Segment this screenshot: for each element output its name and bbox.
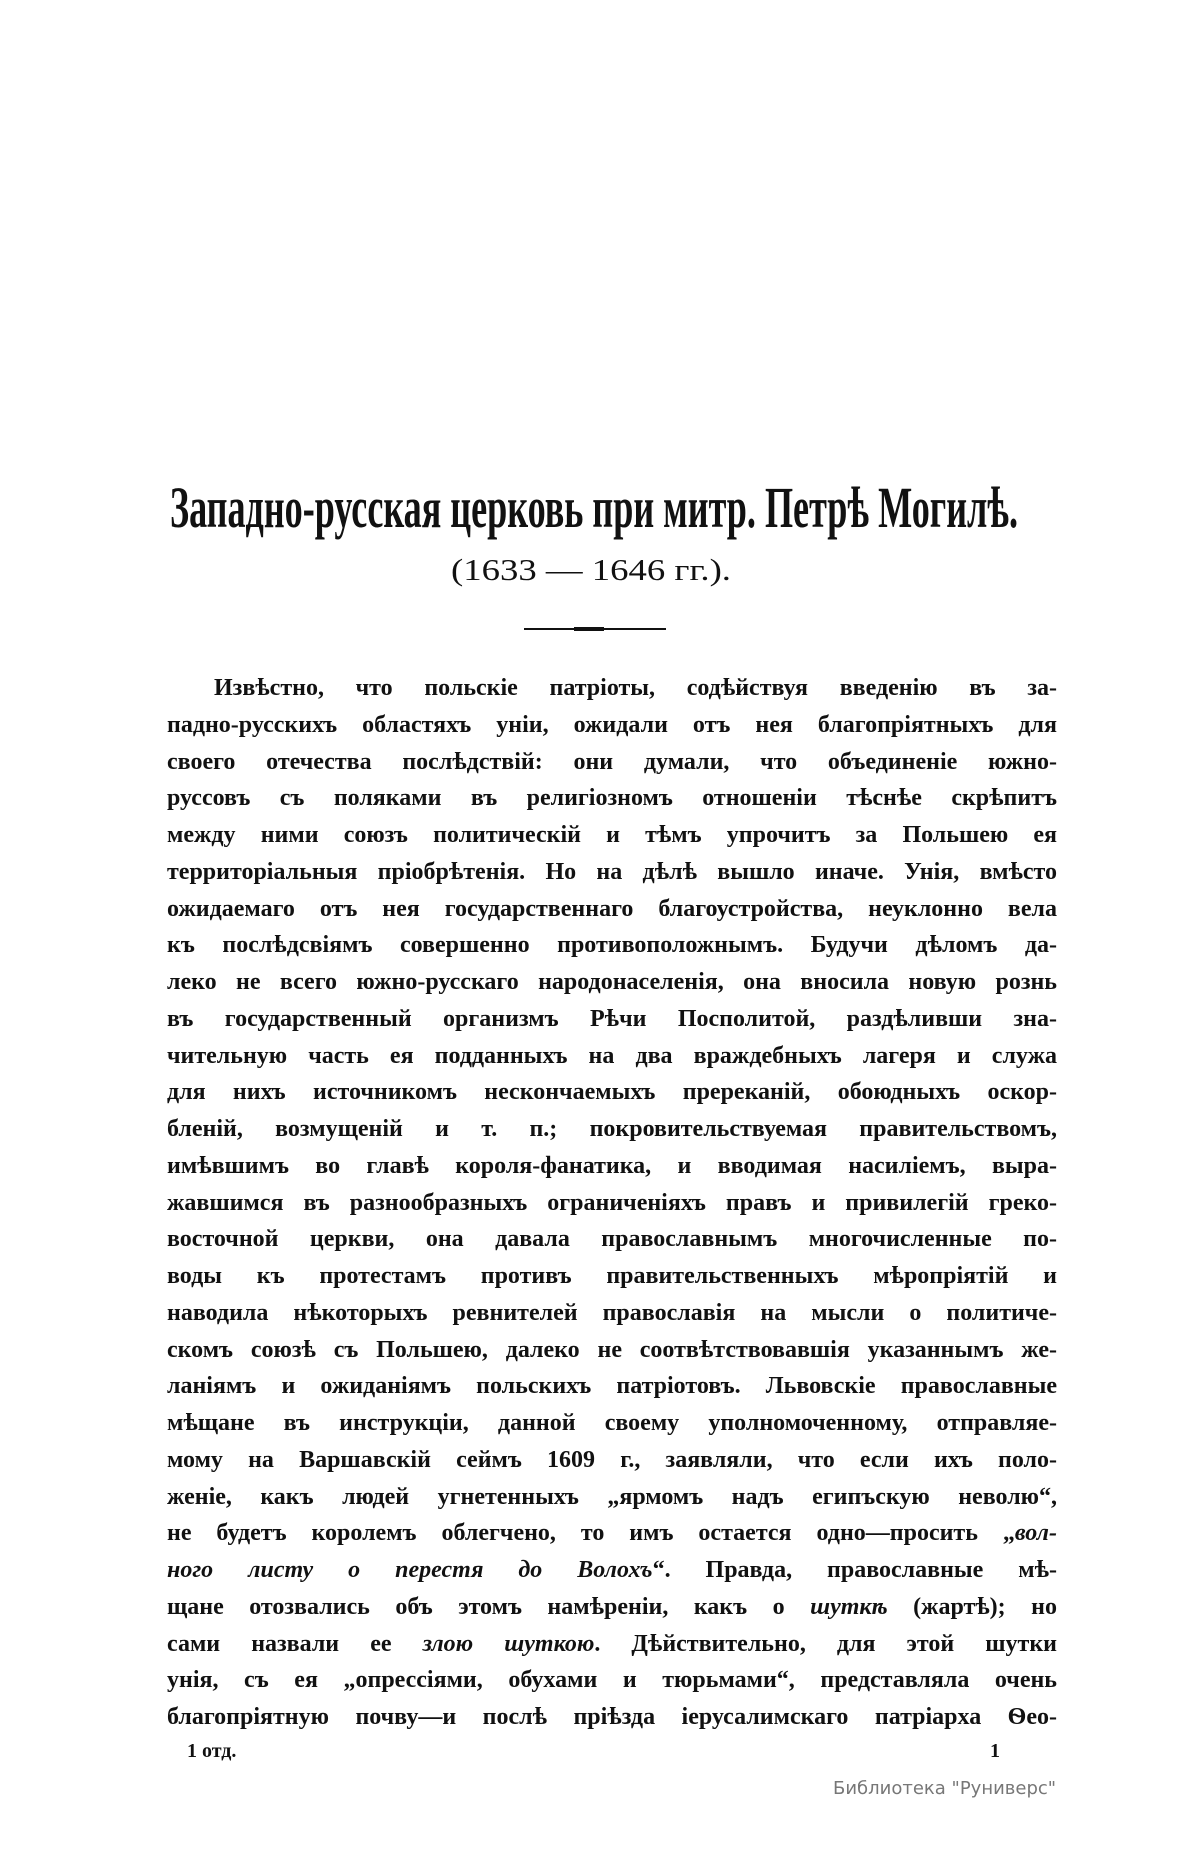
text-line: [167, 1258, 1057, 1295]
text-segment: леко не всего южно-русскаго народонаселенія, она вносила новую рознь: [167, 969, 1057, 995]
text-line: [167, 1185, 1057, 1222]
text-segment: имѣвшимъ во главѣ короля-фанатика, и вводимая насиліемъ, выра-: [167, 1152, 1057, 1179]
text-segment: между ними союзъ политическій и тѣмъ упрочитъ за Польшею ея: [167, 822, 1057, 848]
text-segment: скомъ союзѣ съ Польшею, далеко не соотвѣтствовавшія указаннымъ же-: [167, 1336, 1057, 1363]
text-segment: не будетъ королемъ облегчено, то имъ остается одно—просить „: [167, 1520, 1015, 1547]
text-segment: своего отечества послѣдствій: они думали, что объединеніе южно-: [167, 748, 1057, 775]
text-line: [167, 1111, 1057, 1148]
text-segment: благопріятную почву—и послѣ пріѣзда іерусалимскаго патріарха Ѳео-: [167, 1704, 1057, 1730]
text-segment: воды къ протестамъ противъ правительственныхъ мѣропріятій и: [167, 1263, 1057, 1289]
text-segment: падно-русскихъ областяхъ уніи, ожидали отъ нея благопріятныхъ для: [167, 711, 1057, 738]
text-line: [167, 744, 1057, 781]
date-range-subtitle: (1633 — 1646 гг.).: [451, 552, 731, 587]
page-title: Западно-русская церковь при митр. Петрѣ Могилѣ.: [170, 475, 1018, 540]
text-segment: ланіямъ и ожиданіямъ польскихъ патріотовъ. Львовскіе православные: [167, 1373, 1057, 1400]
text-segment: Извѣстно, что польскіе патріоты, содѣйствуя введенію въ за-: [214, 675, 1057, 701]
text-line: [167, 1148, 1057, 1185]
text-segment: ожидаемаго отъ нея государственнаго благоустройства, неуклонно вела: [167, 895, 1057, 922]
italic-text: злою шуткою: [422, 1630, 595, 1657]
text-line: [167, 1442, 1057, 1479]
signature-mark: 1 отд.: [187, 1740, 237, 1762]
text-line: [167, 1295, 1057, 1332]
text-segment: (жартѣ); но: [887, 1593, 1057, 1620]
italic-text: вол-: [1014, 1520, 1057, 1547]
page-number: 1: [990, 1740, 1000, 1762]
body-text: [167, 670, 1057, 1736]
text-line: [167, 817, 1057, 854]
italic-text: ного листу о перестя до Волохъ: [167, 1557, 653, 1583]
text-line: [167, 1038, 1057, 1075]
text-line: [167, 1515, 1057, 1552]
text-line: [167, 891, 1057, 928]
text-segment: въ государственный организмъ Рѣчи Посполитой, раздѣливши зна-: [167, 1005, 1057, 1032]
text-segment: унія, съ ея „опрессіями, обухами и тюрьмами“, представляла очень: [167, 1667, 1057, 1694]
text-line: [167, 1479, 1057, 1516]
text-segment: “. Правда, православные мѣ-: [652, 1557, 1058, 1583]
text-segment: жавшимся въ разнообразныхъ ограниченіяхъ правъ и привилегій греко-: [167, 1189, 1057, 1216]
text-segment: чительную часть ея подданныхъ на два враждебныхъ лагеря и служа: [167, 1042, 1057, 1069]
divider-ornament: [574, 627, 604, 631]
text-segment: сами назвали ее: [167, 1630, 423, 1657]
text-line: [167, 1221, 1057, 1258]
text-segment: восточной церкви, она давала православнымъ многочисленные по-: [167, 1226, 1057, 1253]
text-segment: къ послѣдсвіямъ совершенно противоположнымъ. Будучи дѣломъ да-: [167, 932, 1057, 959]
text-line: [167, 1368, 1057, 1405]
text-line: [167, 854, 1057, 891]
text-line: [167, 1662, 1057, 1699]
text-line: [167, 1589, 1057, 1626]
text-line: [167, 707, 1057, 744]
text-segment: щане отозвались объ этомъ намѣреніи, какъ о: [167, 1593, 811, 1620]
text-line: [167, 1552, 1057, 1589]
text-segment: руссовъ съ поляками въ религіозномъ отношеніи тѣснѣе скрѣпитъ: [167, 785, 1057, 812]
text-line: [167, 1626, 1057, 1663]
text-line: [167, 1001, 1057, 1038]
text-segment: для нихъ источникомъ нескончаемыхъ пререканій, обоюдныхъ оскор-: [167, 1079, 1057, 1106]
text-segment: . Дѣйствительно, для этой шутки: [594, 1630, 1057, 1657]
text-line: [167, 780, 1057, 817]
section-divider: [524, 628, 666, 630]
library-watermark: Библиотека "Руниверс": [833, 1778, 1057, 1799]
text-segment: территоріальныя пріобрѣтенія. Но на дѣлѣ вышло иначе. Унія, вмѣсто: [167, 858, 1057, 885]
text-segment: женіе, какъ людей угнетенныхъ „ярмомъ надъ египъскую неволю“,: [167, 1483, 1057, 1510]
italic-text: шуткѣ: [810, 1593, 888, 1620]
text-segment: мому на Варшавскій сеймъ 1609 г., заявляли, что если ихъ поло-: [167, 1446, 1057, 1473]
text-line: [167, 1332, 1057, 1369]
text-line: [167, 964, 1057, 1001]
text-line: [167, 1699, 1057, 1736]
text-line: [167, 927, 1057, 964]
text-segment: наводила нѣкоторыхъ ревнителей православія на мысли о политиче-: [167, 1299, 1057, 1326]
text-line: [167, 670, 1057, 707]
text-line: [167, 1405, 1057, 1442]
text-line: [167, 1074, 1057, 1111]
text-segment: мѣщане въ инструкціи, данной своему уполномоченному, отправляе-: [167, 1410, 1057, 1436]
text-segment: бленій, возмущеній и т. п.; покровительствуемая правительствомъ,: [167, 1116, 1057, 1142]
